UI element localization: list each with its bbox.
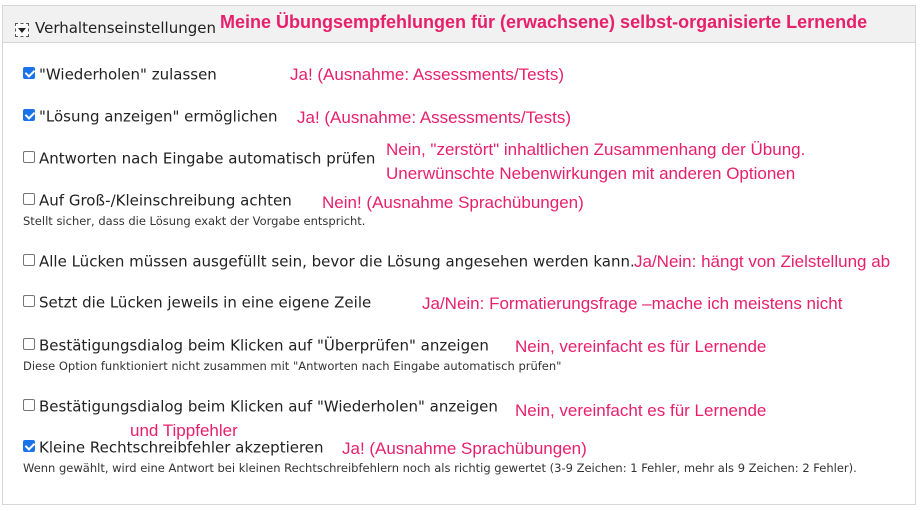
heading-annotation: Meine Übungsempfehlungen für (erwachsene) selbst-organisierte Lernende [220,12,868,32]
option-confirm-check[interactable] [23,335,489,355]
option-description: Stellt sicher, dass die Lösung exakt der Vorgabe entspricht. [23,214,366,228]
option-all-gaps-filled[interactable] [23,251,635,271]
annotation: Nein, vereinfacht es für Lernende [515,401,767,420]
option-label: Alle Lücken müssen ausgefüllt sein, bevor die Lösung angesehen werden kann. [39,252,635,271]
checkbox-show-solution[interactable] [23,109,35,121]
option-label: Setzt die Lücken jeweils in eine eigene Zeile [39,293,372,312]
option-label: Bestätigungsdialog beim Klicken auf "Wiederholen" anzeigen [39,397,498,416]
checkbox-all-gaps-filled[interactable] [23,254,35,266]
option-label: "Lösung anzeigen" ermöglichen [39,107,278,126]
checkbox-confirm-check[interactable] [23,338,35,350]
option-accept-typos[interactable] [23,437,324,457]
option-case-sensitive[interactable] [23,190,292,210]
annotation: Ja/Nein: hängt von Zielstellung ab [634,252,891,271]
annotation: Nein, "zerstört" inhaltlichen Zusammenhang der Übung. [386,140,806,159]
option-description: Diese Option funktioniert nicht zusammen mit "Antworten nach Eingabe automatisch prüfen" [23,359,562,373]
annotation: Nein, vereinfacht es für Lernende [515,337,767,356]
annotation-above: und Tippfehler [130,421,238,440]
checkbox-auto-check[interactable] [23,151,35,163]
option-label: Kleine Rechtschreibfehler akzeptieren [39,438,324,457]
option-show-solution[interactable] [23,106,277,126]
section-title: Verhaltenseinstellungen [35,19,216,37]
option-confirm-retry[interactable] [23,396,498,416]
option-label: Auf Groß-/Kleinschreibung achten [39,191,292,210]
checkbox-allow-retry[interactable] [23,67,35,79]
option-label: "Wiederholen" zulassen [39,65,217,84]
checkbox-confirm-retry[interactable] [23,399,35,411]
checkbox-separate-lines[interactable] [23,295,35,307]
option-label: Bestätigungsdialog beim Klicken auf "Überprüfen" anzeigen [39,336,489,355]
option-auto-check[interactable] [23,148,375,168]
option-label: Antworten nach Eingabe automatisch prüfen [39,149,376,168]
annotation: Ja! (Ausnahme Sprachübungen) [342,439,587,458]
annotation: Nein! (Ausnahme Sprachübungen) [322,193,584,212]
option-allow-retry[interactable] [23,64,217,84]
annotation: Ja! (Ausnahme: Assessments/Tests) [297,108,571,127]
option-description: Wenn gewählt, wird eine Antwort bei kleinen Rechtschreibfehlern noch als richtig gewertet (3-9 Zeichen: 1 Fehler, mehr als 9 Zeichen: 2 Fehler). [23,461,857,475]
checkbox-case-sensitive[interactable] [23,193,35,205]
annotation: Ja/Nein: Formatierungsfrage –mache ich meistens nicht [422,294,843,313]
option-separate-lines[interactable] [23,292,371,312]
annotation: Ja! (Ausnahme: Assessments/Tests) [290,65,564,84]
annotation-line2: Unerwünschte Nebenwirkungen mit anderen Optionen [386,164,796,183]
checkbox-accept-typos[interactable] [23,440,35,452]
collapse-toggle-icon[interactable] [15,23,29,37]
